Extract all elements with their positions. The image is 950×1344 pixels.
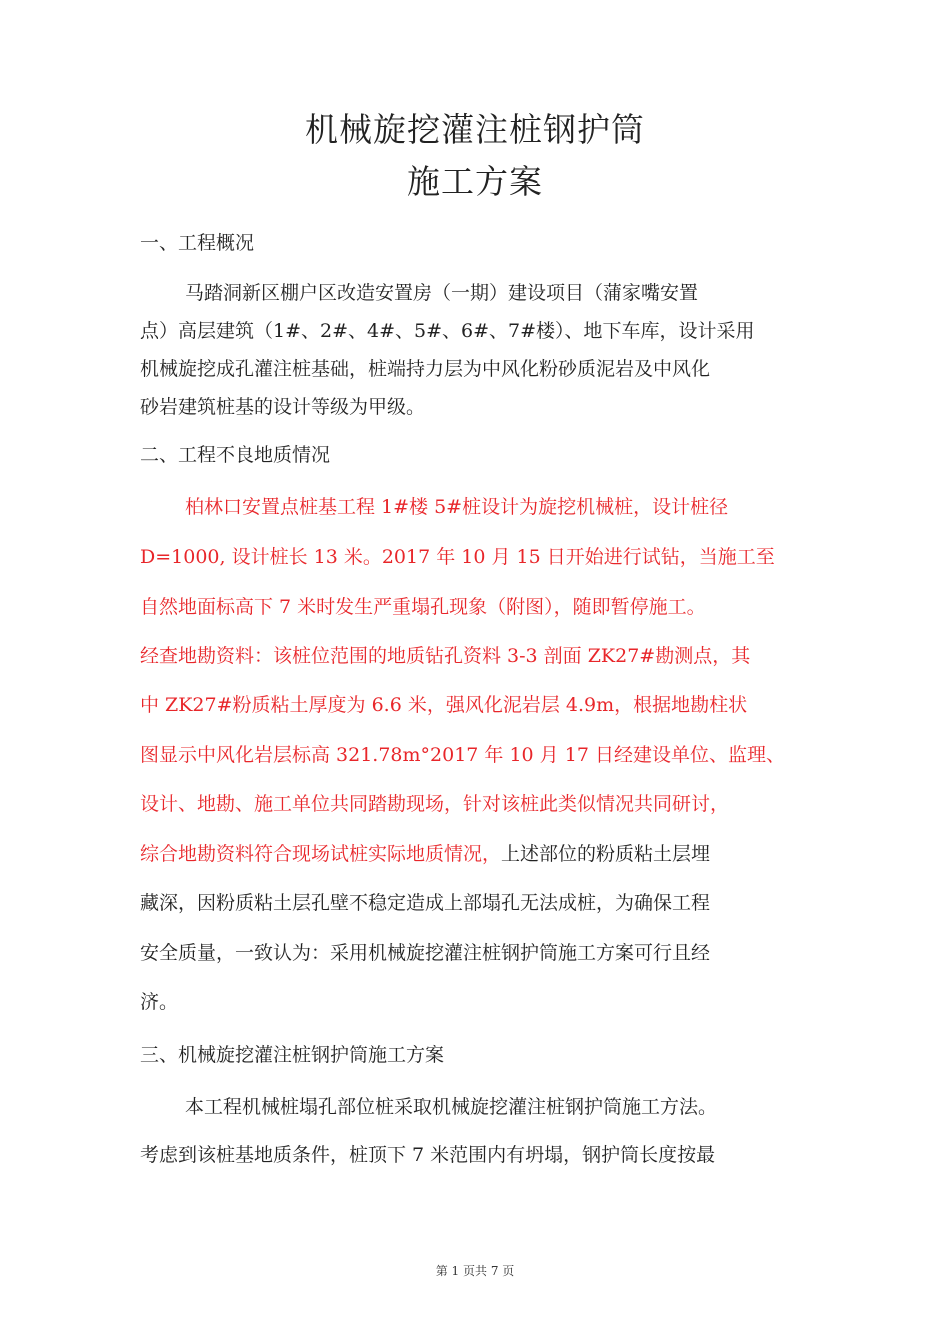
- section-3-heading: 三、机械旋挖灌注桩钢护筒施工方案: [140, 1044, 445, 1066]
- section-2-line: 柏林口安置点桩基工程 1#楼 5#桩设计为旋挖机械桩，设计桩径: [185, 496, 729, 518]
- section-2-line: 藏深，因粉质粘土层孔壁不稳定造成上部塌孔无法成桩，为确保工程: [140, 892, 711, 914]
- section-1-line: 马踏洞新区棚户区改造安置房（一期）建设项目（蒲家嘴安置: [185, 282, 699, 304]
- section-2-heading: 二、工程不良地质情况: [140, 444, 331, 466]
- document-title-line-1: 机械旋挖灌注桩钢护筒: [305, 110, 645, 149]
- section-1-line: 点）高层建筑（1#、2#、4#、5#、6#、7#楼）、地下车库，设计采用: [140, 320, 755, 342]
- section-2-line: 济。: [140, 991, 179, 1013]
- section-2-line: 图显示中风化岩层标高 321.78m°2017 年 10 月 17 日经建设单位、监理、: [140, 744, 785, 766]
- section-2-line: 经查地勘资料：该桩位范围的地质钻孔资料 3-3 剖面 ZK27#勘测点，其: [140, 645, 751, 667]
- section-2-line: 设计、地勘、施工单位共同踏勘现场，针对该桩此类似情况共同研讨，: [140, 793, 730, 815]
- section-3-line: 本工程机械桩塌孔部位桩采取机械旋挖灌注桩钢护筒施工方法。: [185, 1096, 718, 1118]
- section-2-line: D=1000, 设计桩长 13 米。2017 年 10 月 15 日开始进行试钻，当施工至: [140, 546, 775, 568]
- page-footer: 第 1 页共 7 页: [435, 1264, 515, 1278]
- section-1-line: 机械旋挖成孔灌注桩基础，桩端持力层为中风化粉砂质泥岩及中风化: [140, 358, 711, 380]
- section-3-line: 考虑到该桩基地质条件，桩顶下 7 米范围内有坍塌，钢护筒长度按最: [140, 1144, 716, 1166]
- document-title-line-2: 施工方案: [407, 162, 543, 201]
- section-2-line: 安全质量，一致认为：采用机械旋挖灌注桩钢护筒施工方案可行且经: [140, 942, 711, 964]
- section-2-line: 自然地面标高下 7 米时发生严重塌孔现象（附图），随即暂停施工。: [140, 596, 706, 618]
- section-2-line: 中 ZK27#粉质粘土厚度为 6.6 米，强风化泥岩层 4.9m，根据地勘柱状: [140, 694, 748, 716]
- section-2-mixed-line: [140, 839, 710, 866]
- section-1-line: 砂岩建筑桩基的设计等级为甲级。: [140, 396, 426, 418]
- section-2-mixed-red: 综合地勘资料符合现场试桩实际地质情况，: [140, 843, 502, 865]
- section-1-heading: 一、工程概况: [140, 232, 255, 254]
- section-2-mixed-black: 上述部位的粉质粘土层埋: [501, 843, 711, 865]
